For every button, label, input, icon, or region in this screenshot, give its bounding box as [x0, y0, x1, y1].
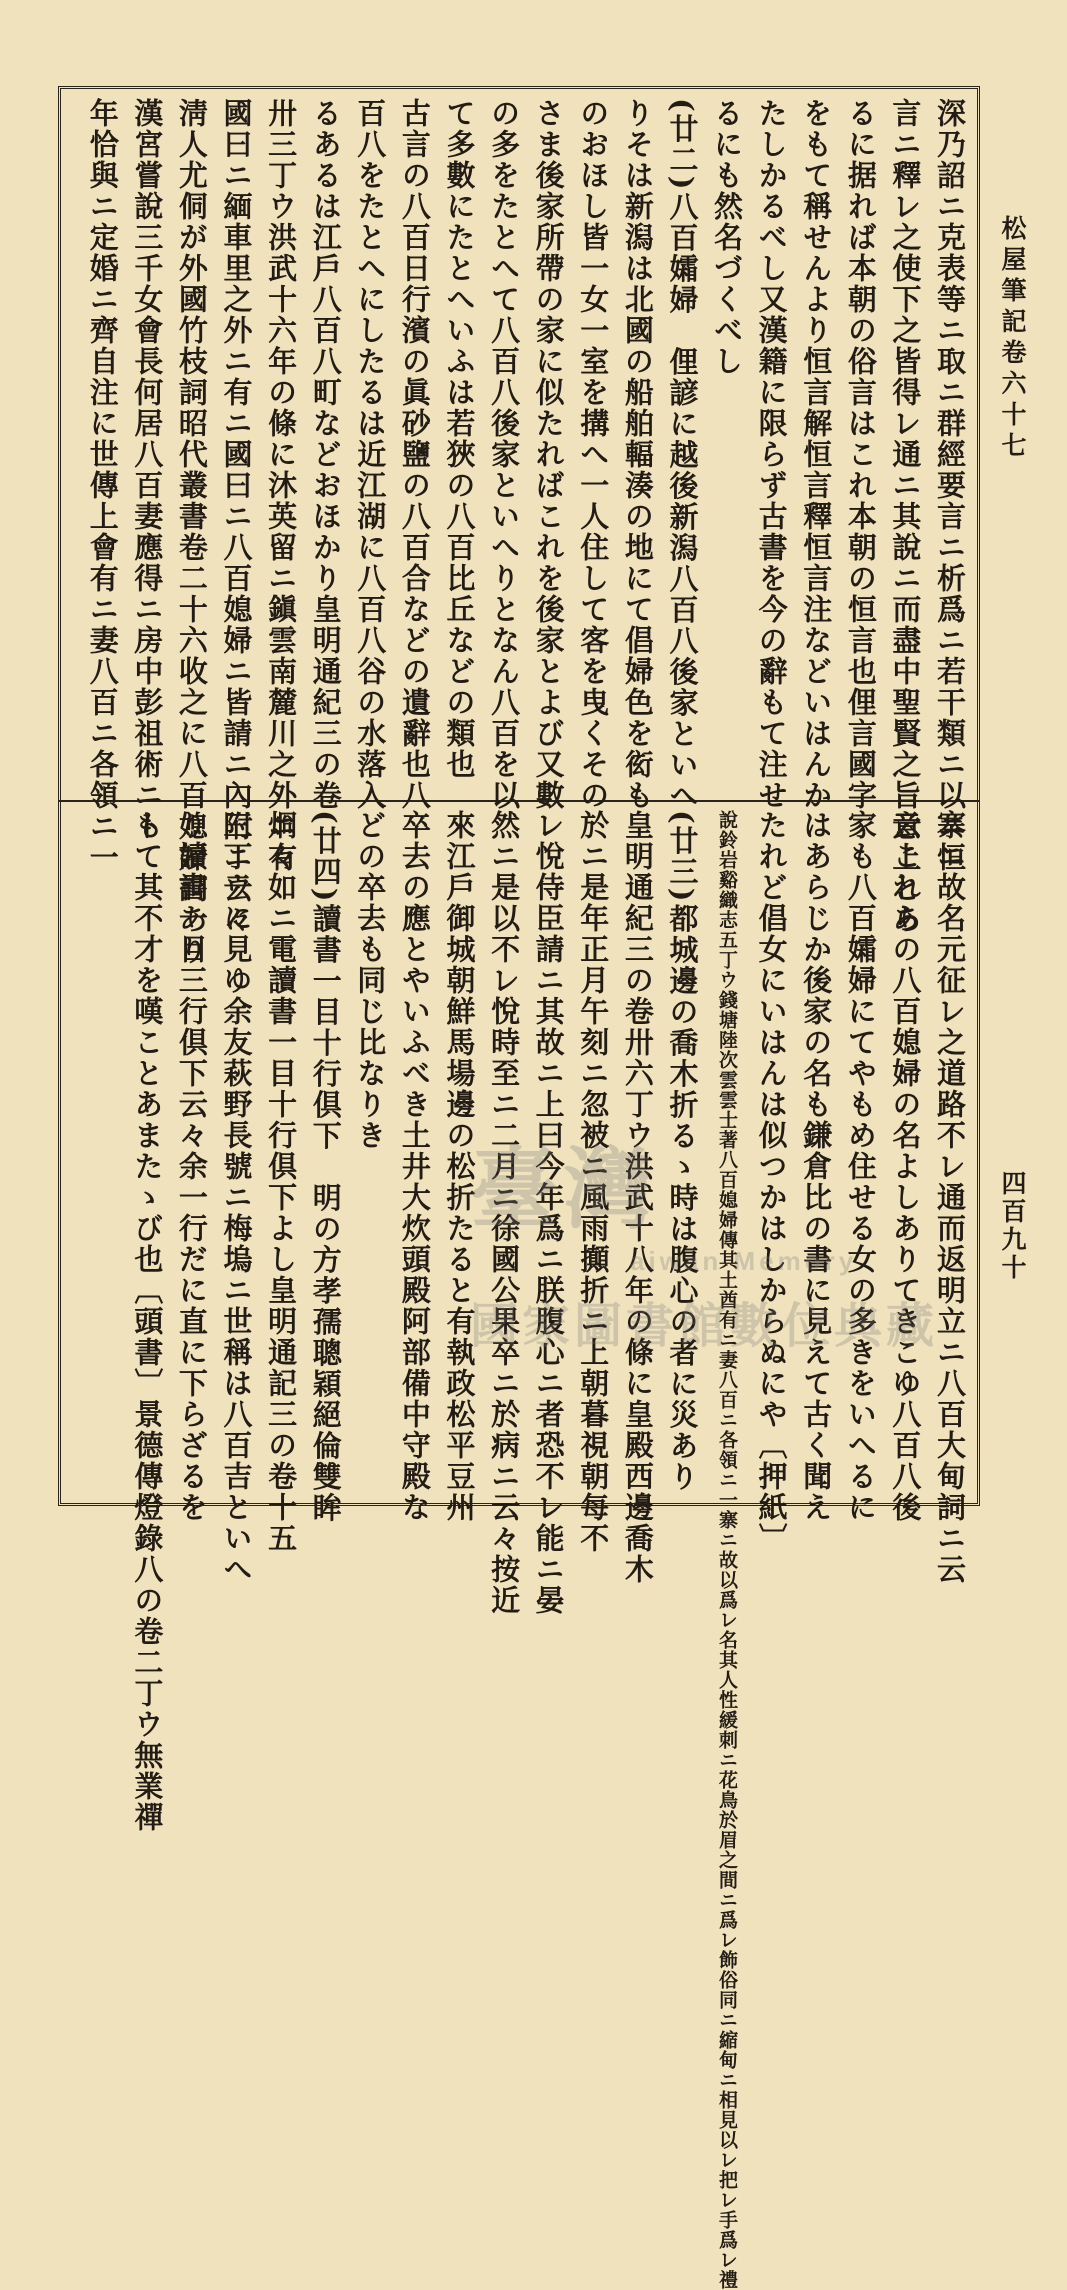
running-header: 松屋筆記卷六十七	[998, 215, 1027, 463]
text-column: 卅三丁ウ洪武十六年の條に沐英留ニ鎭雲南麓川之外ニ有	[264, 98, 299, 873]
text-column: 云これらの八百媳婦の名よしありてきこゆ八百八後	[888, 810, 923, 1523]
text-column: 國曰ニ緬車里之外ニ有ニ國曰ニ八百媳婦ニ皆請ニ內附ニ云々	[219, 98, 254, 935]
text-column: るに据れば本朝の俗言はこれ本朝の恒言也俚言國字	[843, 98, 878, 811]
text-column: のおほし皆一女一室を搆へ一人住して客を曳くその	[576, 98, 611, 811]
lower-text-block	[66, 810, 972, 2290]
text-column: 寨ニ故名元征レ之道路不レ通而返明立ニ八百大甸詞ニ云	[933, 810, 967, 1585]
text-column: 來江戶御城朝鮮馬場邊の松折たると有執政松平豆州	[442, 810, 477, 1523]
text-column: 言ニ釋レ之使下之皆得レ通ニ其說ニ而盡中聖賢之旨意上とあ	[888, 98, 923, 935]
text-column: り讀書一目三行倶下云々余一行だに直に下らざるを	[174, 810, 209, 1523]
watermark-main: 臺灣	[470, 1140, 659, 1239]
text-column: 於ニ是年正月午刻ニ忽被ニ風雨攧折ニ上朝暮視朝每不	[576, 810, 611, 1554]
text-column: (廿四)讀書一目十行倶下 明の方孝孺聰穎絕倫雙眸	[308, 810, 343, 1524]
text-column: はあらじか後家の名も鎌倉比の書に見えて古く聞え	[799, 810, 834, 1523]
text-column: レ悅侍臣請ニ其故ニ上曰今年爲ニ朕腹心ニ者恐不レ能ニ晏	[531, 810, 566, 1616]
text-column: 然ニ是以不レ悅時至ニ二月ニ徐國公果卒ニ於病ニ云々按近	[487, 810, 522, 1616]
text-column: 古言の八百日行濱の眞砂鹽の八百合などの遺辭也八	[397, 98, 432, 811]
text-column: りそは新潟は北國の船舶輻湊の地にて倡婦色を衒も	[620, 98, 655, 811]
text-column: どの卒去も同じ比なりき	[353, 810, 388, 1151]
page-number: 四百九十	[998, 1170, 1027, 1282]
text-column: 深乃詔ニ克表等ニ取ニ群經要言ニ析爲ニ若干類ニ以ニ恒	[933, 98, 967, 873]
text-column: の多をたとへて八百八後家といへりとなん八百を以	[487, 98, 522, 811]
text-column: たれど倡女にいはんは似つかはしからぬにや〔押紙〕	[754, 810, 789, 1554]
text-column: 皇明通紀三の卷卅六丁ウ洪武十八年の條に皇殿西邊喬木	[620, 810, 655, 1585]
text-column: たしかるべし又漢籍に限らず古書を今の辭もて注せ	[754, 98, 789, 811]
text-column: をもて稱せんより恒言解恒言釋恒言注などいはんか	[799, 98, 834, 811]
text-column: 百八をたとへにしたるは近江湖に八百八谷の水落入	[353, 98, 388, 811]
text-column: もて其不才を嘆ことあまたゝび也〔頭書〕景德傳燈錄八の卷二丁ウ無業禪	[130, 810, 165, 1833]
watermark-line: 國家圖書館數位典藏	[470, 1300, 939, 1353]
text-column: (廿二)八百孀婦 俚諺に越後新潟八百八後家といへ	[665, 98, 700, 812]
text-column: るにも然名づくべし	[710, 98, 745, 377]
text-column: (廿三)都城邊の喬木折るゝ時は腹心の者に災あり	[665, 810, 700, 1493]
annotation-column: 說鈴岩谿織志五丁ウ錢塘陸次雲雲士著八百媳婦傳其土酋有ニ妻八百ニ各領ニ一寨ニ故以爲レ名其人性緩刺ニ花鳥於眉之間ニ爲レ飾俗同ニ縮甸ニ相見以レ把レ手爲レ禮	[716, 810, 739, 2290]
text-column: さま後家所帶の家に似たればこれを後家とよび又數	[531, 98, 566, 811]
text-column: 三丁ウに見ゆ余友萩野長號ニ梅塢ニ世稱は八百吉といへ	[219, 810, 254, 1585]
text-column: 卒去の應とやいふべき土井大炊頭殿阿部備中守殿な	[397, 810, 432, 1523]
text-column: 家も八百孀婦にてやもめ住せる女の多きをいへるに	[843, 810, 878, 1523]
text-column: るあるは江戶八百八町などおほかり皇明通紀三の卷	[308, 98, 343, 811]
text-column: 淸人尤侗が外國竹枝詞昭代叢書卷二十六收之に八百媳婦詞あり	[174, 98, 209, 966]
watermark-sub: aiwan Memory	[630, 1246, 858, 1276]
text-column: 年恰與ニ定婚ニ齊自注に世傳上會有ニ妻八百ニ各領ニ一	[85, 98, 120, 873]
text-column: 漢宮嘗說三千女會長何居八百妻應得ニ房中彭祖術ニト	[130, 98, 165, 842]
text-column: て多數にたとへいふは若狹の八百比丘などの類也	[442, 98, 477, 780]
text-column: 烱々如ニ電讀書一目十行倶下よし皇明通記三の卷十五	[264, 810, 299, 1554]
upper-text-block	[66, 98, 972, 966]
